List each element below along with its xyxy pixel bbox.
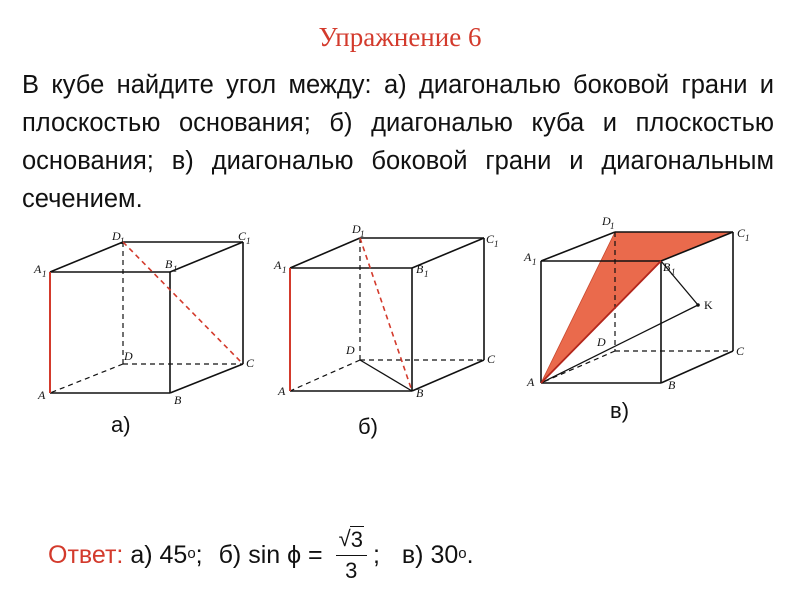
vertex-label-b1: B bbox=[663, 260, 671, 274]
cube-diagonal bbox=[360, 238, 412, 391]
vertex-label-c1: C bbox=[238, 229, 247, 243]
vertex-label-c: C bbox=[487, 352, 496, 366]
vertex-label-b1: B bbox=[416, 262, 424, 276]
vertex-label-c: C bbox=[736, 344, 745, 358]
edge bbox=[170, 242, 243, 272]
vertex-label-b: B bbox=[416, 386, 424, 400]
degree-sign: o bbox=[458, 544, 467, 562]
edge bbox=[290, 238, 360, 268]
cube-figure-b bbox=[270, 215, 520, 415]
degree-sign: o bbox=[187, 544, 196, 562]
figure-caption-c: в) bbox=[610, 398, 630, 423]
vertex-subscript: 1 bbox=[173, 264, 178, 274]
answer-b-fraction bbox=[336, 526, 367, 584]
vertex-subscript: 1 bbox=[246, 236, 251, 246]
vertex-label-d1: D bbox=[112, 229, 121, 243]
vertex-subscript: 1 bbox=[120, 236, 125, 246]
answer-b-end: ; bbox=[372, 540, 380, 569]
edge-dashed bbox=[50, 364, 123, 393]
answer-b: б) sin ϕ = bbox=[218, 540, 330, 569]
sqrt-symbol: √ bbox=[338, 526, 351, 551]
projection-line bbox=[360, 360, 412, 391]
vertex-subscript: 1 bbox=[42, 269, 47, 279]
cube-figure-a bbox=[20, 215, 270, 415]
vertex-label-a1: A bbox=[524, 250, 532, 264]
vertex-subscript: 1 bbox=[494, 239, 499, 249]
vertex-subscript: 1 bbox=[610, 221, 615, 231]
fraction-numerator: 3 bbox=[350, 527, 363, 552]
vertex-label-a: A bbox=[38, 388, 46, 402]
vertex-label-b: B bbox=[668, 378, 676, 392]
answer-c: в) 30 bbox=[401, 540, 459, 569]
edge bbox=[170, 364, 243, 393]
vertex-label-c1: C bbox=[486, 232, 495, 246]
vertex-subscript: 1 bbox=[424, 269, 429, 279]
answer-line bbox=[48, 526, 474, 583]
vertex-label-d: D bbox=[346, 343, 355, 357]
vertex-subscript: 1 bbox=[745, 233, 750, 243]
vertex-label-d: D bbox=[124, 349, 133, 363]
vertex-label-a: A bbox=[278, 384, 286, 398]
figure-caption-a: а) bbox=[111, 412, 131, 437]
vertex-subscript: 1 bbox=[282, 265, 287, 275]
vertex-label-a1: A bbox=[274, 258, 282, 272]
cube-figure-c bbox=[520, 205, 790, 405]
point-label-k: K bbox=[704, 298, 713, 312]
face-diagonal bbox=[123, 242, 243, 364]
vertex-label-d: D bbox=[597, 335, 606, 349]
vertex-label-b1: B bbox=[165, 257, 173, 271]
vertex-label-d1: D bbox=[352, 222, 361, 236]
problem-statement: В кубе найдите угол между: а) диагональю боковой грани и плоскостью основания; б) диагональю куба и плоскостью основания; в) диагональю боковой грани и диагональным сечением. bbox=[22, 71, 774, 213]
vertex-subscript: 1 bbox=[360, 229, 365, 239]
edge bbox=[50, 242, 123, 272]
vertex-subscript: 1 bbox=[671, 267, 676, 277]
answer-a: а) 45 bbox=[123, 540, 188, 569]
vertex-label-c: C bbox=[246, 356, 255, 370]
answer-label: Ответ: bbox=[48, 540, 124, 569]
point-k bbox=[696, 303, 700, 307]
vertex-label-b: B bbox=[174, 393, 182, 407]
vertex-label-a1: A bbox=[34, 262, 42, 276]
fraction-denominator: 3 bbox=[345, 558, 358, 583]
exercise-title: Упражнение 6 bbox=[318, 22, 482, 52]
answer-a-end: ; bbox=[195, 540, 203, 569]
edge-dashed bbox=[290, 360, 360, 391]
vertex-subscript: 1 bbox=[532, 257, 537, 267]
vertex-label-a: A bbox=[527, 375, 535, 389]
vertex-label-d1: D bbox=[602, 214, 611, 228]
figure-caption-b: б) bbox=[358, 414, 378, 439]
vertex-label-c1: C bbox=[737, 226, 746, 240]
answer-c-end: . bbox=[466, 540, 474, 569]
